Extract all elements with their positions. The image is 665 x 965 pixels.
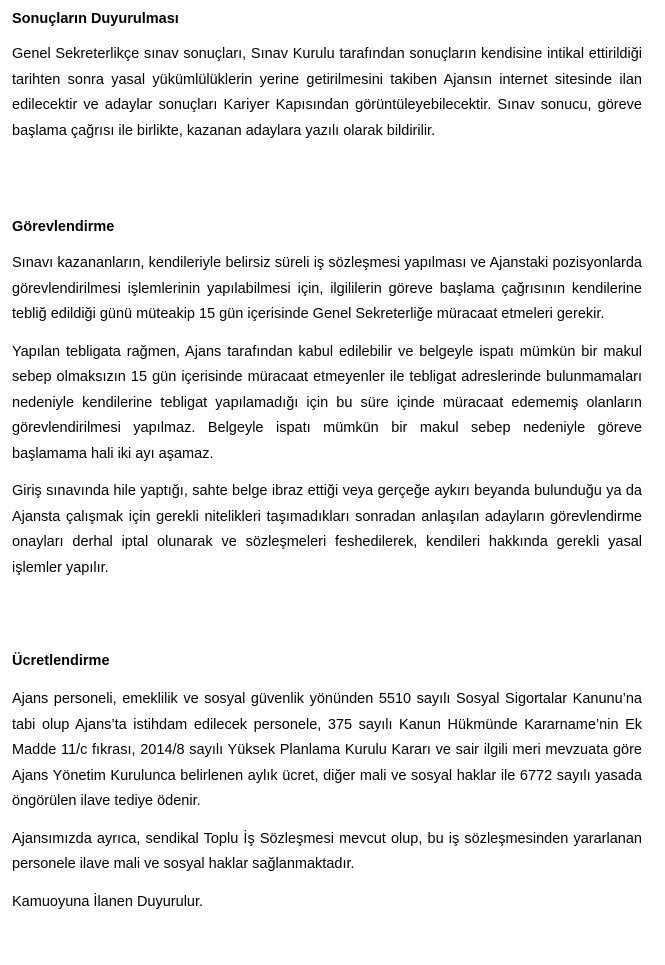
paragraph: Yapılan tebligata rağmen, Ajans tarafından kabul edilebilir ve belgeyle ispatı mümkün bir makul sebep olmaksızın 15 gün içerisinde müracaat etmeyenler ile tebligat adreslerinde bulunmamaları nedeniyle kendilerine tebligat yapılamadığı için bu süre içinde müracaat edememiş olanların görevlendirilmesi yapılmaz. Belgeyle ispatı mümkün bir makul sebep nedeniyle göreve başlamama hali iki ayı aşamaz. xyxy=(12,343,642,462)
section-results-announcement xyxy=(12,9,642,144)
section-heading: Görevlendirme xyxy=(12,219,115,235)
closing-statement: Kamuoyuna İlanen Duyurulur. xyxy=(12,893,204,910)
paragraph: Giriş sınavında hile yaptığı, sahte belge ibraz ettiği veya gerçeğe aykırı beyanda bulunduğu ya da Ajansta çalışmak için gerekli nitelikleri taşımadıkları sonradan anlaşılan adayların görevlendirme onayları derhal iptal olunarak ve sözleşmeleri feshedilerek, kendileri hakkında gerekli yasal işlemler yapılır. xyxy=(12,483,642,576)
paragraph: Genel Sekreterlikçe sınav sonuçları, Sınav Kurulu tarafından sonuçların kendisine intikal ettirildiği tarihten sonra yasal yükümlülüklerin yerine getirilmesini takiben Ajansın internet sitesinde ilan edilecektir ve adaylar sonuçları Kariyer Kapısından görüntüleyebilecektir. Sınav sonucu, göreve başlama çağrısı ile birlikte, kazanan adaylara yazılı olarak bildirilir. xyxy=(12,46,642,139)
paragraph: Ajans personeli, emeklilik ve sosyal güvenlik yönünden 5510 sayılı Sosyal Sigortalar Kanunu’na tabi olup Ajans’ta istihdam edilecek personele, 375 sayılı Kanun Hükmünde Kararname’nin Ek Madde 11/c fıkrası, 2014/8 sayılı Yüksek Planlama Kurulu Kararı ve sair ilgili meri mevzuata göre Ajans Yönetim Kurulunca belirlenen aylık ücret, diğer mali ve sosyal haklar ile 6772 sayılı yasada öngörülen ilave tediye ödenir. xyxy=(12,691,642,809)
section-assignment xyxy=(12,217,642,581)
section-heading: Ücretlendirme xyxy=(12,653,110,669)
section-heading: Sonuçların Duyurulması xyxy=(12,11,179,27)
document-page xyxy=(12,0,642,915)
paragraph: Sınavı kazananların, kendileriyle belirsiz süreli iş sözleşmesi yapılması ve Ajanstaki pozisyonlarda görevlendirilmesi işlemlerinin yapılabilmesi için, ilgililerin göreve başlama çağrısının kendilerine tebliğ edildiği günü müteakip 15 gün içerisinde Genel Sekreterliğe müracaat etmeleri gerekir. xyxy=(12,255,642,322)
paragraph: Ajansımızda ayrıca, sendikal Toplu İş Sözleşmesi mevcut olup, bu iş sözleşmesinden yararlanan personele ilave mali ve sosyal haklar sağlanmaktadır. xyxy=(12,830,642,872)
section-remuneration xyxy=(12,651,642,915)
